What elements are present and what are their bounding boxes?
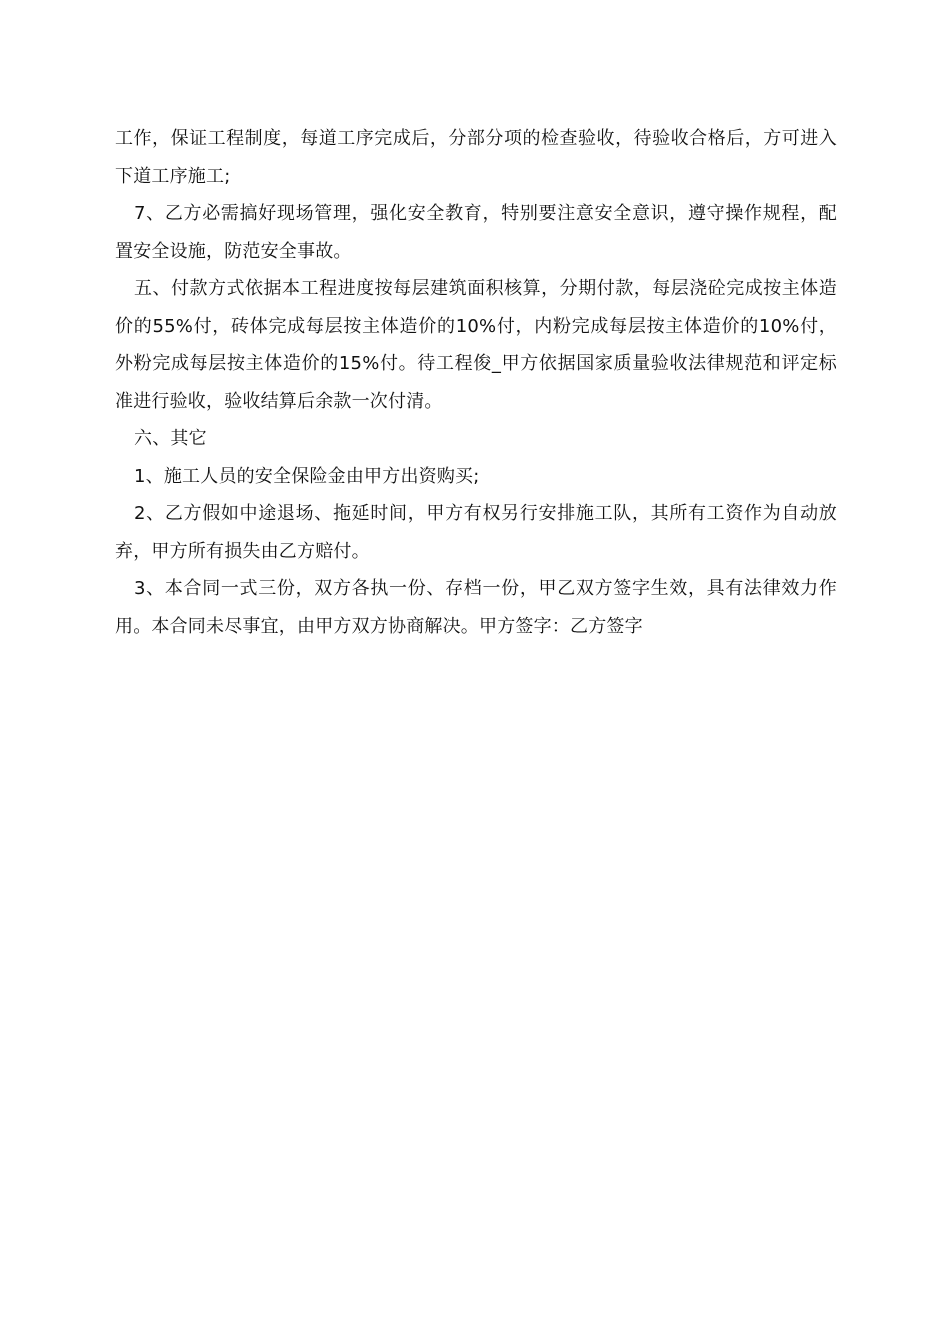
paragraph-section-five-payment: 五、付款方式依据本工程进度按每层建筑面积核算，分期付款，每层浇砼完成按主体造价的55%付，砖体完成每层按主体造价的10%付，内粉完成每层按主体造价的10%付，外粉完成每层按主体造价的15%付。待工程俊_甲方依据国家质量验收法律规范和评定标准进行验收，验收结算后余款一次付清。: [115, 278, 837, 412]
paragraph-item-3: 3、本合同一式三份，双方各执一份、存档一份，甲乙双方签字生效，具有法律效力作用。本合同未尽事宜，由甲方双方协商解决。甲方签字：乙方签字: [115, 578, 837, 637]
paragraph-item-2: 2、乙方假如中途退场、拖延时间，甲方有权另行安排施工队，其所有工资作为自动放弃，甲方所有损失由乙方赔付。: [115, 503, 837, 562]
paragraph-section-six-heading: 六、其它: [134, 428, 207, 449]
paragraph-item-1: 1、施工人员的安全保险金由甲方出资购买;: [134, 465, 480, 487]
document-body: [115, 120, 837, 645]
paragraph-item-7: 7、乙方必需搞好现场管理，强化安全教育，特别要注意安全意识，遵守操作规程，配置安全设施，防范安全事故。: [115, 203, 837, 262]
paragraph-continuation: 工作，保证工程制度，每道工序完成后，分部分项的检查验收，待验收合格后，方可进入下道工序施工;: [115, 128, 837, 187]
